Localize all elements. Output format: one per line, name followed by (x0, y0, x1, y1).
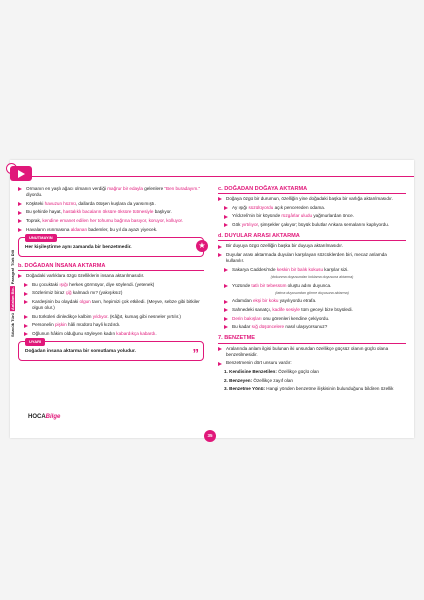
example-item: Yüzünde tatlı bir tebessüm oluştu adını duyunca. (218, 283, 406, 289)
remember-label: UNUTMAYIN (25, 234, 57, 242)
side-tab[interactable]: Paragraf (10, 268, 15, 285)
section-heading-d: d. DUYULAR ARASI AKTARMA (218, 233, 406, 241)
definition-item: Duyular arası aktarmada duyuları karşılayan sözcüklerden biri, mecaz anlamda kullanılır. (218, 252, 406, 264)
example-item: Sakarya Caddesi'nde keskin bir balık kokusu karşılar sizi. (218, 267, 406, 273)
side-tab[interactable]: Sözcük Türü (10, 313, 15, 338)
example-item: Ay ışığı süzülüyordu açık pencereden odama. (218, 205, 406, 211)
section-heading-b: b. DOĞADAN İNSANA AKTARMA (18, 263, 204, 271)
star-icon: ★ (196, 240, 208, 252)
definition-item: Aralarında anlam ilgisi bulunan iki unsurdan özellikçe güçsüz olanın güçlü olana benzetilmesidir. (218, 346, 406, 358)
side-tab[interactable]: Türk Dili (10, 250, 15, 267)
example-item: Bu türküleri dinledikçe kalbim yıldıyor. (Kâğıt, kumaş gibi nesneler yırtılır.) (18, 314, 204, 320)
example-item: Bu çocuktaki ışığı herkes görmüyor, diye söylendi. (yetenek) (18, 282, 204, 288)
section-heading-7: 7. BENZETME (218, 335, 406, 343)
page-number: 35 (204, 430, 216, 442)
example-item: Havaların ısınmasına aldanan bademler, bu yıl da ayazı yiyecek. (18, 227, 204, 233)
numbered-item: 1. Kendisine Benzetilen: Özellikçe güçlü olan (224, 368, 319, 374)
example-item: Toprak, kendine emanet edilen her tohumu bağrına basıyor, koruyor, kolluyor. (18, 218, 204, 224)
left-column (18, 186, 204, 367)
header-rule (26, 176, 414, 177)
definition-item: Benzetmenin dört unsuru vardır: (218, 360, 406, 366)
quote-icon: ” (192, 346, 199, 362)
remember-text: Her kişileştirme aynı zamanda bir benzetmedir. (25, 244, 132, 250)
definition-item: Doğadaki varlıklara özgü özelliklerin insana aktarılmasıdır. (18, 273, 204, 279)
sense-note: (dokunma duyusundan koklama duyusuna aktarma) (270, 275, 354, 280)
right-column (218, 186, 406, 395)
warning-text: Doğadan insana aktarma bir somutlama yoludur. (25, 349, 136, 355)
example-item: Kardeşinin bu olaydaki olgun tavrı, hepimizi çok etkiledi. (Meyve, sebze gibi bitkiler olgun olur.) (18, 299, 204, 311)
publisher-logo: HOCABilge (28, 414, 61, 420)
example-item: Ormanın en yaşlı ağacı olmanın verdiği mağrur bir edayla gelenlere "Ben buradayım." diyordu. (18, 186, 204, 198)
example-item: Gök yırtılıyor, şimşekler çakıyor; büyük bulutlar Ankara semalarını kaplıyordu. (218, 222, 406, 228)
sense-note: (tatma duyusundan görme duyusuna aktarma) (275, 291, 349, 296)
example-item: Yıldızeli'nin bir köyünde rüzgârlar uludu yağmurlardan önce. (218, 213, 406, 219)
numbered-item: 3. Benzetme Yönü: Hangi yönden benzetme ilişkisinin bulunduğunu bildiren özellik (224, 386, 394, 392)
video-play-icon[interactable] (10, 166, 32, 181)
warning-box (18, 341, 204, 361)
example-item: Köşkteki havuzun hüznü, dallarda ötüşen kuşlara da yansımıştı. (18, 201, 204, 207)
example-item: Sözlerimiz biraz çiğ kalmadı mı? (yakışıksız) (18, 290, 204, 296)
example-item: Bu şehirde hayat, hastalıklı bacaların öksüre öksüre tütmesiyle başlıyor. (18, 209, 204, 215)
example-item: Oğlunun hâkim olduğunu söyleyen kadın kabardıkça kabardı. (18, 331, 204, 337)
warning-label: UYARI (25, 338, 45, 346)
remember-box (18, 234, 206, 257)
side-tab-active[interactable]: Anlatım Bic. (10, 287, 15, 311)
example-item: Personelin pişkin hâli müdürü hayli kızdırdı. (18, 322, 204, 328)
section-heading-c: c. DOĞADAN DOĞAYA AKTARMA (218, 186, 406, 194)
example-item: Adamdan ekşi bir koku yayılıyordu etrafa. (218, 298, 406, 304)
definition-item: Doğaya özgü bir durumun, özelliğin yine doğadaki başka bir varlığa aktarılmasıdır. (218, 196, 406, 202)
example-item: Bu kadar sığ düşüncelere nasıl ulaşıyorsunuz? (218, 324, 406, 330)
numbered-item: 2. Benzeyen: Özellikçe zayıf olan (224, 377, 293, 383)
definition-item: Bir duyuya özgü özelliğin başka bir duyuya aktarılmasıdır. (218, 243, 406, 249)
example-item: Sahnedeki sanatçı, kadife sesiyle tüm geceyi bize büyüledi. (218, 307, 406, 313)
example-item: Derin bakışları onu görenleri kendine çekiyordu. (218, 316, 406, 322)
